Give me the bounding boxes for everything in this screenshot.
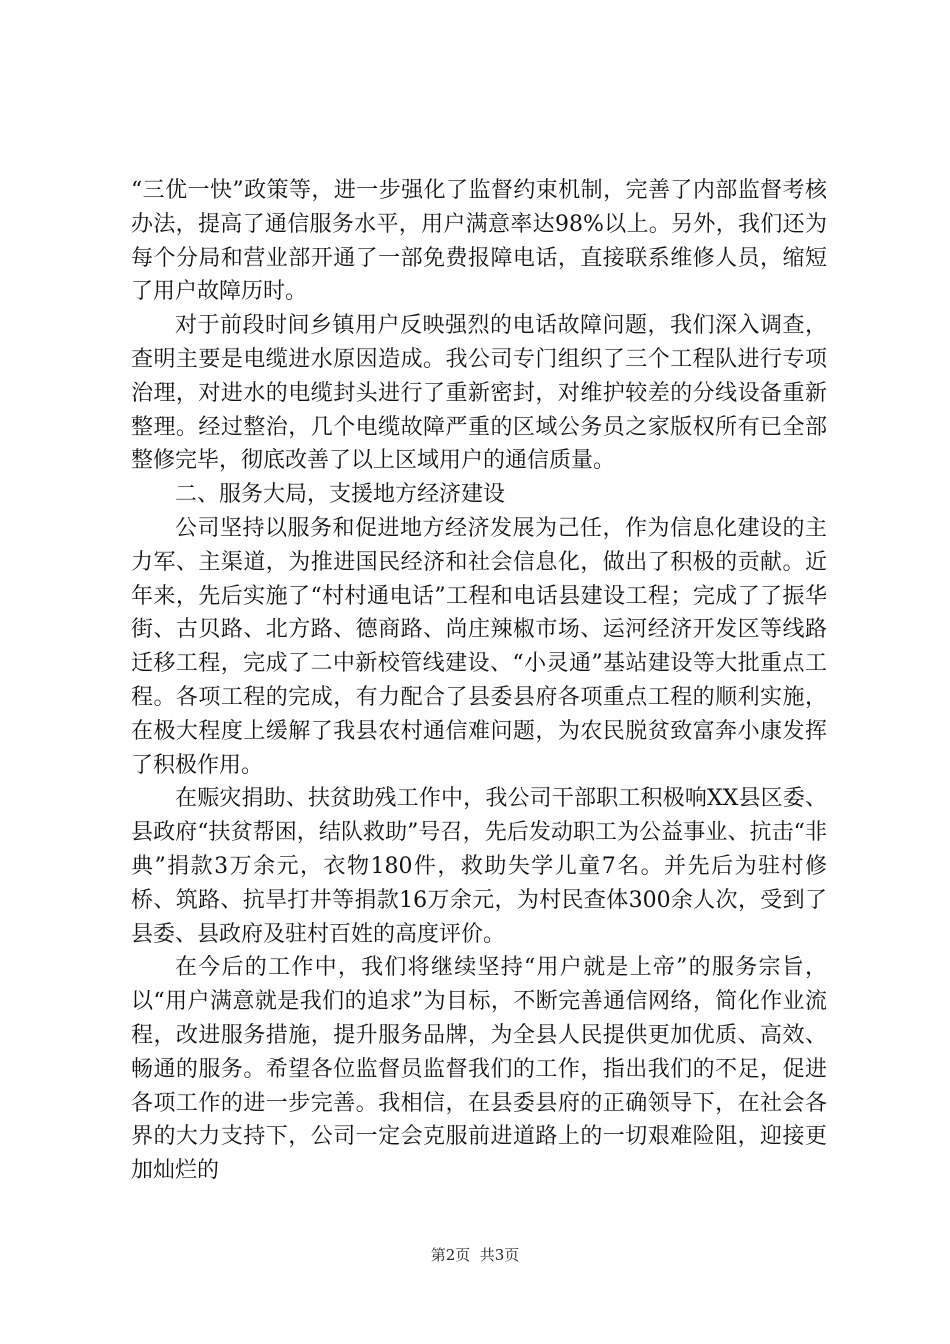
- document-body: [131, 174, 827, 1188]
- page-number: 第2页 共3页: [430, 1246, 520, 1264]
- section-heading: 二、服务大局，支援地方经济建设: [175, 482, 506, 508]
- paragraph-2: 对于前段时间乡镇用户反映强烈的电话故障问题，我们深入调查，查明主要是电缆进水原因造成。我公司专门组织了三个工程队进行专项治理，对进水的电缆封头进行了重新密封，对维护较差的分线设备重新整理。经过整治，几个电缆故障严重的区域公务员之家版权所有已全部整修完毕，彻底改善了以上区域用户的通信质量。: [131, 313, 827, 474]
- paragraph-5: 在今后的工作中，我们将继续坚持“用户就是上帝”的服务宗旨，以“用户满意就是我们的追求”为目标，不断完善通信网络，简化作业流程，改进服务措施，提升服务品牌，为全县人民提供更加优质、高效、畅通的服务。希望各位监督员监督我们的工作，指出我们的不足，促进各项工作的进一步完善。我相信，在县委县府的正确领导下，在社会各界的大力支持下，公司一定会克服前进道路上的一切艰难险阻，迎接更加灿烂的: [131, 955, 827, 1184]
- paragraph-3: 公司坚持以服务和促进地方经济发展为己任，作为信息化建设的主力军、主渠道，为推进国民经济和社会信息化，做出了积极的贡献。近年来，先后实施了“村村通电话”工程和电话县建设工程；完成了了振华街、古贝路、北方路、德商路、尚庄辣椒市场、运河经济开发区等线路迁移工程，完成了二中新校管线建设、“小灵通”基站建设等大批重点工程。各项工程的完成，有力配合了县委县府各项重点工程的顺利实施，在极大程度上缓解了我县农村通信难问题，为农民脱贫致富奔小康发挥了积极作用。: [131, 515, 827, 778]
- paragraph-4: 在赈灾捐助、扶贫助残工作中，我公司干部职工积极响XX县区委、县政府“扶贫帮困，结队救助”号召，先后发动职工为公益事业、抗击“非典”捐款3万余元，衣物180件，救助失学儿童7名。并先后为驻村修桥、筑路、抗旱打井等捐款16万余元，为村民查体300余人次，受到了县委、县政府及驻村百姓的高度评价。: [131, 786, 827, 947]
- page-footer: [0, 1244, 950, 1265]
- paragraph-1: “三优一快”政策等，进一步强化了监督约束机制，完善了内部监督考核办法，提高了通信服务水平，用户满意率达98%以上。另外，我们还为每个分局和营业部开通了一部免费报障电话，直接联系维修人员，缩短了用户故障历时。: [131, 178, 827, 305]
